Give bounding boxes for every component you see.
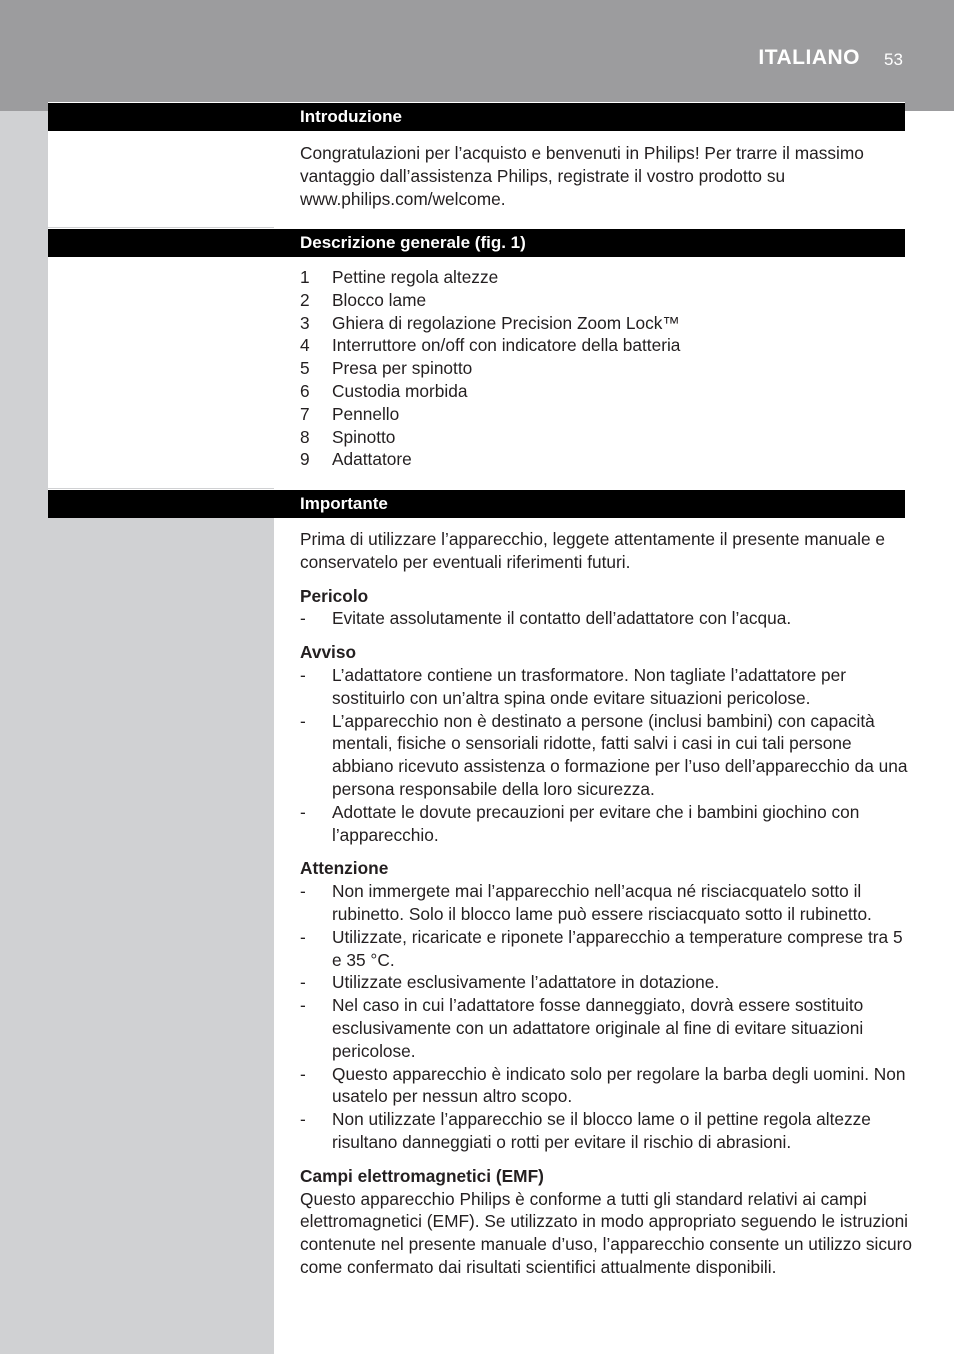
item-label: Custodia morbida (332, 380, 468, 401)
section-header-overview (48, 228, 905, 257)
list-item: - L’adattatore contiene un trasformatore. Non tagliate l’adattatore per sostituirlo con un’altra spina onde evitare situazioni pericolose. (300, 664, 846, 708)
item-number: 6 (300, 380, 310, 401)
list-item: - Questo apparecchio è indicato solo per regolare la barba degli uomini. Non usatelo per nessun altro scopo. (300, 1063, 906, 1107)
list-item (300, 312, 912, 335)
list-item: - Adottate le dovute precauzioni per evitare che i bambini giochino con l’apparecchio. (300, 801, 860, 845)
intro-content (300, 142, 912, 210)
list-item (300, 380, 912, 403)
caution-heading: Attenzione (300, 858, 389, 879)
margin-gap (48, 257, 274, 488)
section-title: Introduzione (300, 107, 402, 126)
parts-list (300, 266, 912, 471)
list-item (300, 266, 912, 289)
section-title: Descrizione generale (fig. 1) (300, 233, 526, 252)
caution-list (300, 880, 912, 1154)
danger-list (300, 607, 912, 630)
section-header-important (48, 489, 905, 518)
item-number: 2 (300, 289, 310, 310)
list-item (300, 289, 912, 312)
list-item: - Utilizzate esclusivamente l’adattatore in dotazione. (300, 972, 720, 993)
list-item: - L’apparecchio non è destinato a persone (inclusi bambini) con capacità mentali, fisiche o sensoriali ridotte, fatti salvi i casi in cui tali persone abbiano ricevuto assistenza o formazione per l’uso dell’apparecchio da una persona responsabile della loro sicurezza. (300, 710, 908, 799)
item-label: Spinotto (332, 426, 396, 447)
item-number: 5 (300, 358, 310, 379)
language-label: ITALIANO (758, 46, 860, 69)
item-number: 1 (300, 267, 310, 287)
section-title: Importante (300, 494, 388, 513)
item-label: Pettine regola altezze (332, 267, 499, 287)
list-item (300, 426, 912, 449)
item-number: 8 (300, 426, 310, 447)
warning-list (300, 664, 912, 846)
list-item (300, 448, 912, 471)
item-label: Presa per spinotto (332, 358, 473, 379)
list-item (300, 334, 912, 357)
list-item (300, 403, 912, 426)
important-content (300, 528, 912, 1279)
list-item: - Utilizzate, ricaricate e riponete l’apparecchio a temperature comprese tra 5 e 35 °C. (300, 926, 903, 970)
item-label: Adattatore (332, 449, 412, 470)
item-number: 4 (300, 335, 310, 356)
warning-heading: Avviso (300, 642, 357, 663)
list-item: - Non utilizzate l’apparecchio se il blocco lame o il pettine regola altezze risultano danneggiati o rotti per evitare il rischio di abrasioni. (300, 1109, 871, 1152)
margin-gap (48, 131, 274, 227)
list-item: - Nel caso in cui l’adattatore fosse danneggiato, dovrà essere sostituito esclusivamente con un adattatore originale al fine di evitare situazioni pericolose. (300, 995, 864, 1061)
emf-paragraph: Questo apparecchio Philips è conforme a tutti gli standard relativi ai campi elettromagnetici (EMF). Se utilizzato in modo appropriato seguendo le istruzioni contenute nel presente manuale d’uso, l’apparecchio consente un utilizzo sicuro come confermato dai risultati scientifici attualmente disponibili. (300, 1188, 912, 1277)
item-label: Pennello (332, 403, 400, 424)
list-item: - Evitate assolutamente il contatto dell’adattatore con l’acqua. (300, 608, 792, 629)
section-header-intro (48, 102, 905, 131)
item-number: 7 (300, 403, 310, 424)
item-label: Interruttore on/off con indicatore della batteria (332, 335, 681, 356)
important-intro: Prima di utilizzare l’apparecchio, leggete attentamente il presente manuale e conservatelo per eventuali riferimenti futuri. (300, 529, 886, 572)
list-item (300, 357, 912, 380)
item-number: 3 (300, 312, 310, 333)
list-item: - Non immergete mai l’apparecchio nell’acqua né risciacquatelo sotto il rubinetto. Solo il blocco lame può essere risciacquato sotto il rubinetto. (300, 881, 872, 924)
item-number: 9 (300, 449, 310, 470)
page-number: 53 (884, 50, 903, 69)
intro-paragraph: Congratulazioni per l’acquisto e benvenuti in Philips! Per trarre il massimo vantaggio dall’assistenza Philips, registrate il vostro prodotto su www.philips.com/welcome. (300, 143, 864, 209)
item-label: Blocco lame (332, 289, 427, 310)
danger-heading: Pericolo (300, 585, 369, 606)
emf-heading: Campi elettromagnetici (EMF) (300, 1165, 544, 1186)
item-label: Ghiera di regolazione Precision Zoom Lock™ (332, 312, 680, 333)
overview-content (300, 266, 912, 471)
